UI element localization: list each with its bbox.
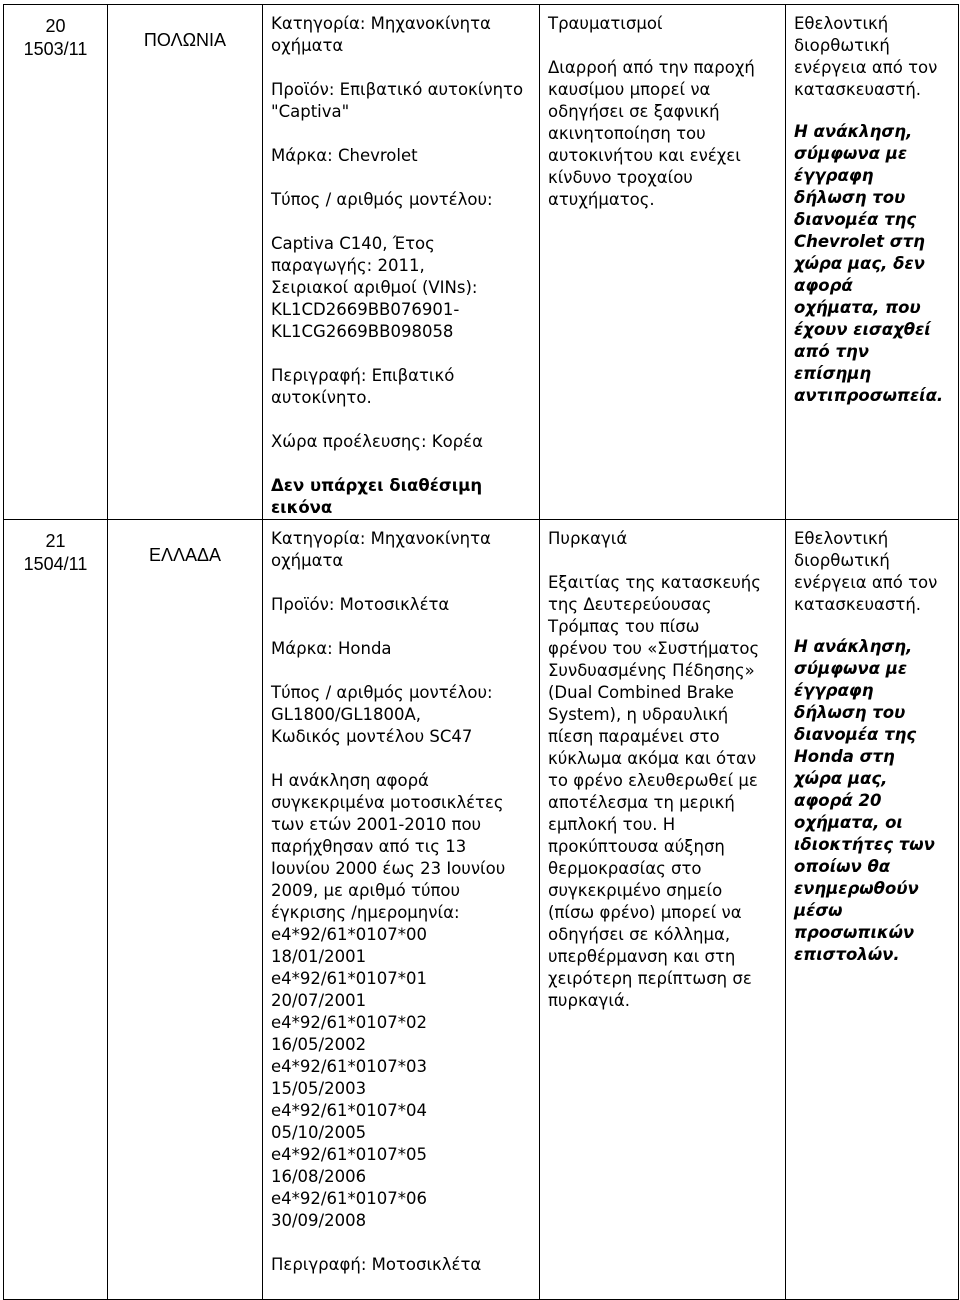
country-cell [108, 520, 263, 1300]
recall-line: αντιπροσωπεία. [794, 386, 944, 405]
recall-line: σύμφωνα με [794, 659, 908, 678]
entry-number: 20 [45, 16, 66, 36]
recall-scope-line: 16/08/2006 [271, 1167, 367, 1186]
table-row [4, 5, 959, 520]
recall-line: χώρα μας, δεν [794, 254, 925, 273]
measure-line: Εθελοντική [794, 529, 889, 548]
recall-scope-line: Ιουνίου 2000 έως 23 Ιουνίου [271, 859, 506, 878]
product-name: Προϊόν: Επιβατικό αυτοκίνητο "Captiva" [271, 80, 524, 121]
recall-line: οποίων θα [794, 857, 891, 876]
recall-line: μέσω [794, 901, 843, 920]
entry-reference: 1503/11 [23, 39, 88, 59]
recall-line: διανομέα της [794, 725, 917, 744]
measures-cell [786, 5, 959, 520]
recall-scope-line: e4*92/61*0107*02 [271, 1013, 427, 1032]
product-description-cell [263, 520, 540, 1300]
hazard-line: συγκεκριμένο σημείο [548, 881, 723, 900]
hazard-line: εμπλοκή του. Η [548, 815, 676, 834]
hazard-line: κύκλωμα ακόμα και όταν [548, 749, 757, 768]
product-description: Περιγραφή: Επιβατικό αυτοκίνητο. [271, 366, 455, 407]
recall-statement [794, 636, 954, 966]
recall-line: διανομέα της [794, 210, 917, 229]
recall-line: έγγραφη [794, 166, 874, 185]
hazard-cell [540, 5, 786, 520]
recall-statement [794, 121, 954, 407]
model-line: Σειριακοί αριθμοί (VINs): [271, 278, 478, 297]
recall-line: Honda στη [794, 747, 895, 766]
hazard-title: Τραυματισμοί [548, 14, 663, 33]
recall-line: χώρα μας, [794, 769, 888, 788]
hazard-line: οδηγήσει σε ξαφνική [548, 102, 720, 121]
measure-line: ενέργεια από τον [794, 573, 938, 592]
hazard-line: ακινητοποίηση του [548, 124, 706, 143]
product-name: Προϊόν: Μοτοσικλέτα [271, 595, 450, 614]
recall-scope-line: e4*92/61*0107*05 [271, 1145, 427, 1164]
hazard-line: υπερθέρμανση και στη [548, 947, 736, 966]
hazard-line: (πίσω φρένο) μπορεί να [548, 903, 742, 922]
hazard-line: Διαρροή από την παροχή [548, 58, 755, 77]
hazard-line: (Dual Combined Brake [548, 683, 734, 702]
measures-cell [786, 520, 959, 1300]
recall-line: ιδιοκτήτες των [794, 835, 935, 854]
recall-scope-line: των ετών 2001-2010 που [271, 815, 482, 834]
model-line: Κωδικός μοντέλου SC47 [271, 727, 473, 746]
country-name: ΠΟΛΩΝΙΑ [143, 30, 227, 50]
measure-line: κατασκευαστή. [794, 595, 922, 614]
recall-line: οχήματα, που [794, 298, 921, 317]
recall-scope-line: 15/05/2003 [271, 1079, 367, 1098]
recall-scope-line: συγκεκριμένα μοτοσικλέτες [271, 793, 504, 812]
recall-line: οχήματα, οι [794, 813, 903, 832]
recall-line: Η ανάκληση, [794, 122, 913, 141]
hazard-line: Εξαιτίας της κατασκευής [548, 573, 761, 592]
product-category: Κατηγορία: Μηχανοκίνητα οχήματα [271, 529, 491, 570]
product-category: Κατηγορία: Μηχανοκίνητα οχήματα [271, 14, 491, 55]
hazard-cell [540, 520, 786, 1300]
model-details [271, 682, 533, 748]
recall-line: Chevrolet στη [794, 232, 925, 251]
entry-number: 21 [45, 531, 66, 551]
hazard-description [548, 572, 779, 1012]
measure-line: ενέργεια από τον [794, 58, 938, 77]
model-line: GL1800/GL1800A, [271, 705, 422, 724]
recall-line: ενημερωθούν [794, 879, 919, 898]
recall-line: δήλωση του [794, 703, 906, 722]
entry-reference: 1504/11 [23, 554, 88, 574]
table-row [4, 520, 959, 1300]
no-image-notice: Δεν υπάρχει διαθέσιμη εικόνα [271, 476, 483, 517]
hazard-title: Πυρκαγιά [548, 529, 628, 548]
recall-scope-line: 30/09/2008 [271, 1211, 367, 1230]
country-name: ΕΛΛΑΔΑ [148, 545, 222, 565]
recall-scope-line: e4*92/61*0107*03 [271, 1057, 427, 1076]
entry-number-cell [4, 520, 108, 1300]
hazard-line: καυσίμου μπορεί να [548, 80, 711, 99]
recall-line: έχουν εισαχθεί [794, 320, 931, 339]
recall-line: έγγραφη [794, 681, 874, 700]
hazard-line: αυτοκινήτου και ενέχει [548, 146, 741, 165]
recall-line: σύμφωνα με [794, 144, 908, 163]
hazard-description [548, 57, 779, 211]
hazard-line: Συνδυασμένης Πέδησης» [548, 661, 755, 680]
hazard-line: κίνδυνο τροχαίου [548, 168, 693, 187]
product-description: Περιγραφή: Μοτοσικλέτα [271, 1255, 482, 1274]
recall-line: από την [794, 342, 869, 361]
model-line: KL1CG2669BB098058 [271, 322, 454, 341]
hazard-line: προκύπτουσα αύξηση [548, 837, 725, 856]
model-line: παραγωγής: 2011, [271, 256, 425, 275]
model-line: Captiva C140, Έτος [271, 234, 435, 253]
recall-line: Η ανάκληση, [794, 637, 913, 656]
recall-scope-line: 2009, με αριθμό τύπου [271, 881, 461, 900]
measure-line: διορθωτική [794, 36, 890, 55]
recall-scope-line: παρήχθησαν από τις 13 [271, 837, 467, 856]
measure-line: διορθωτική [794, 551, 890, 570]
hazard-line: System), η υδραυλική [548, 705, 729, 724]
product-description-cell [263, 5, 540, 520]
model-label: Τύπος / αριθμός μοντέλου: [271, 190, 493, 209]
recall-scope [271, 770, 533, 1232]
model-line: KL1CD2669BB076901- [271, 300, 460, 319]
product-brand: Μάρκα: Honda [271, 639, 392, 658]
entry-number-cell [4, 5, 108, 520]
hazard-line: φρένου του «Συστήματος [548, 639, 760, 658]
recall-scope-line: 18/01/2001 [271, 947, 367, 966]
hazard-line: θερμοκρασίας στο [548, 859, 702, 878]
hazard-line: πίεση παραμένει στο [548, 727, 720, 746]
hazard-line: οδηγήσει σε κόλλημα, [548, 925, 731, 944]
recall-line: επίσημη [794, 364, 872, 383]
measure-text [794, 528, 954, 616]
recall-scope-line: 20/07/2001 [271, 991, 367, 1010]
hazard-line: πυρκαγιά. [548, 991, 631, 1010]
recall-scope-line: e4*92/61*0107*06 [271, 1189, 427, 1208]
recall-scope-line: Η ανάκληση αφορά [271, 771, 429, 790]
model-details [271, 233, 533, 343]
country-cell [108, 5, 263, 520]
measure-text [794, 13, 954, 101]
recall-table [3, 4, 959, 1300]
recall-scope-line: 16/05/2002 [271, 1035, 367, 1054]
recall-line: επιστολών. [794, 945, 900, 964]
hazard-line: χειρότερη περίπτωση σε [548, 969, 752, 988]
measure-line: Εθελοντική [794, 14, 889, 33]
recall-line: αφορά [794, 276, 853, 295]
country-of-origin: Χώρα προέλευσης: Κορέα [271, 432, 483, 451]
recall-scope-line: e4*92/61*0107*04 [271, 1101, 427, 1120]
hazard-line: της Δευτερεύουσας [548, 595, 712, 614]
recall-line: δήλωση του [794, 188, 906, 207]
hazard-line: το φρένο ελευθερωθεί με [548, 771, 758, 790]
recall-scope-line: έγκρισης /ημερομηνία: [271, 903, 460, 922]
hazard-line: αποτέλεσμα τη μερική [548, 793, 735, 812]
recall-line: προσωπικών [794, 923, 915, 942]
hazard-line: ατυχήματος. [548, 190, 655, 209]
recall-scope-line: e4*92/61*0107*00 [271, 925, 427, 944]
hazard-line: Τρόμπας του πίσω [548, 617, 700, 636]
recall-scope-line: e4*92/61*0107*01 [271, 969, 427, 988]
product-brand: Μάρκα: Chevrolet [271, 146, 418, 165]
recall-scope-line: 05/10/2005 [271, 1123, 367, 1142]
measure-line: κατασκευαστή. [794, 80, 922, 99]
model-label: Τύπος / αριθμός μοντέλου: [271, 683, 493, 702]
recall-line: αφορά 20 [794, 791, 882, 810]
